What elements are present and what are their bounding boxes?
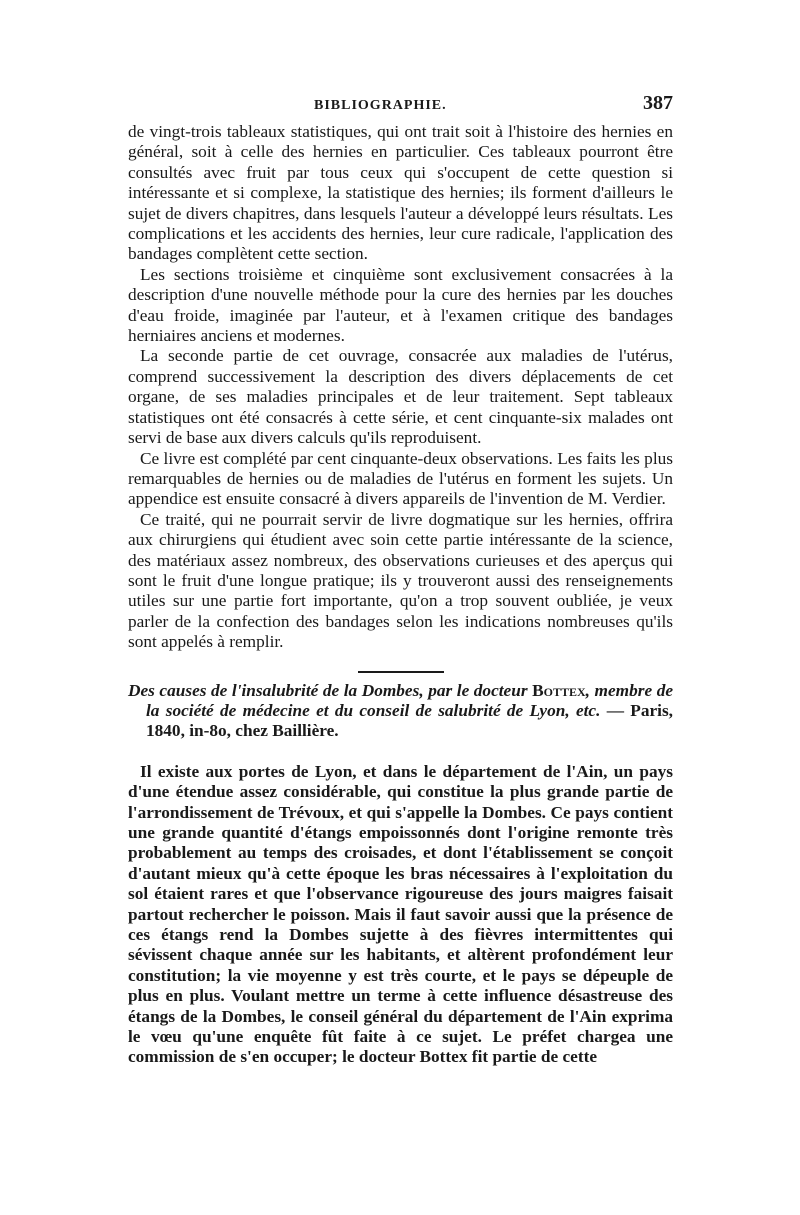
review-heading bbox=[128, 681, 673, 742]
review-title-continued: , membre de la société de médecine et du conseil de salubrité de Lyon, etc. bbox=[146, 680, 674, 720]
page-number: 387 bbox=[643, 92, 673, 114]
review-author: Bottex bbox=[532, 680, 586, 700]
review-body bbox=[128, 762, 673, 1068]
section-divider bbox=[358, 671, 444, 673]
review-publication: — Paris, 1840, in-8o, chez Baillière. bbox=[146, 700, 673, 741]
paragraph: Les sections troisième et cinquième sont exclusivement consacrées à la description d'une nouvelle méthode pour la cure des hernies par les douches d'eau froide, imaginée par l'auteur, et à l'examen critique des bandages herniaires anciens et modernes. bbox=[128, 264, 673, 346]
page-header bbox=[128, 92, 673, 122]
book-page bbox=[128, 92, 673, 1068]
review-title: Des causes de l'insalubrité de la Dombes, par le docteur bbox=[128, 680, 528, 700]
paragraph: de vingt-trois tableaux statistiques, qui ont trait soit à l'histoire des hernies en général, soit à celle des hernies en particulier. Ces tableaux pourront être consultés avec fruit par tous ceux qui s'occupent de cette question si intéressante et si complexe, la statistique des hernies; ils forment d'ailleurs le sujet de divers chapitres, dans lesquels l'auteur a développé leurs résultats. Les complications et les accidents des hernies, leur cure radicale, l'application des bandages complètent cette section. bbox=[128, 122, 673, 264]
paragraph: La seconde partie de cet ouvrage, consacrée aux maladies de l'utérus, comprend successivement la description des divers déplacements de cet organe, de ses maladies principales et de leur traitement. Sept tableaux statistiques ont été consacrés à cette série, et cent cinquante-six malades ont servi de base aux divers calculs qu'ils reproduisent. bbox=[128, 346, 673, 448]
running-title: BIBLIOGRAPHIE. bbox=[314, 98, 447, 113]
paragraph: Ce livre est complété par cent cinquante-deux observations. Les faits les plus remarquables de hernies ou de maladies de l'utérus en forment les sujets. Un appendice est ensuite consacré à divers appareils de l'invention de M. Verdier. bbox=[128, 448, 673, 509]
paragraph: Ce traité, qui ne pourrait servir de livre dogmatique sur les hernies, offrira aux chirurgiens qui étudient avec soin cette partie intéressante de la science, des matériaux assez nombreux, des observations curieuses et des aperçus qui sont le fruit d'une longue pratique; ils y trouveront aussi des renseignements utiles sur une partie fort importante, qu'on a trop souvent oubliée, je veux parler de la confection des bandages selon les indications nombreuses qu'ils sont appelés à remplir. bbox=[128, 509, 673, 652]
review-body-continued bbox=[128, 122, 673, 653]
paragraph: Il existe aux portes de Lyon, et dans le département de l'Ain, un pays d'une étendue assez considérable, qui constitue la plus grande partie de l'arrondissement de Trévoux, et qui s'appelle la Dombes. Ce pays contient une grande quantité d'étangs empoissonnés dont l'origine remonte très probablement au temps des croisades, et dont l'établissement se conçoit d'autant mieux qu'à cette époque les bras nécessaires à l'exploitation du sol étaient rares et que l'observance rigoureuse des jours maigres faisait partout rechercher le poisson. Mais il faut savoir aussi que la présence de ces étangs rend la Dombes sujette à des fièvres intermittentes qui sévissent chaque année sur les habitants, et altèrent profondément leur constitution; la vie moyenne y est très courte, et le pays se dépeuple de plus en plus. Voulant mettre un terme à cette influence désastreuse des étangs de la Dombes, le conseil général du département de l'Ain exprima le vœu qu'une enquête fût faite à ce sujet. Le préfet chargea une commission de s'en occuper; le docteur Bottex fit partie de cette bbox=[128, 761, 673, 1067]
